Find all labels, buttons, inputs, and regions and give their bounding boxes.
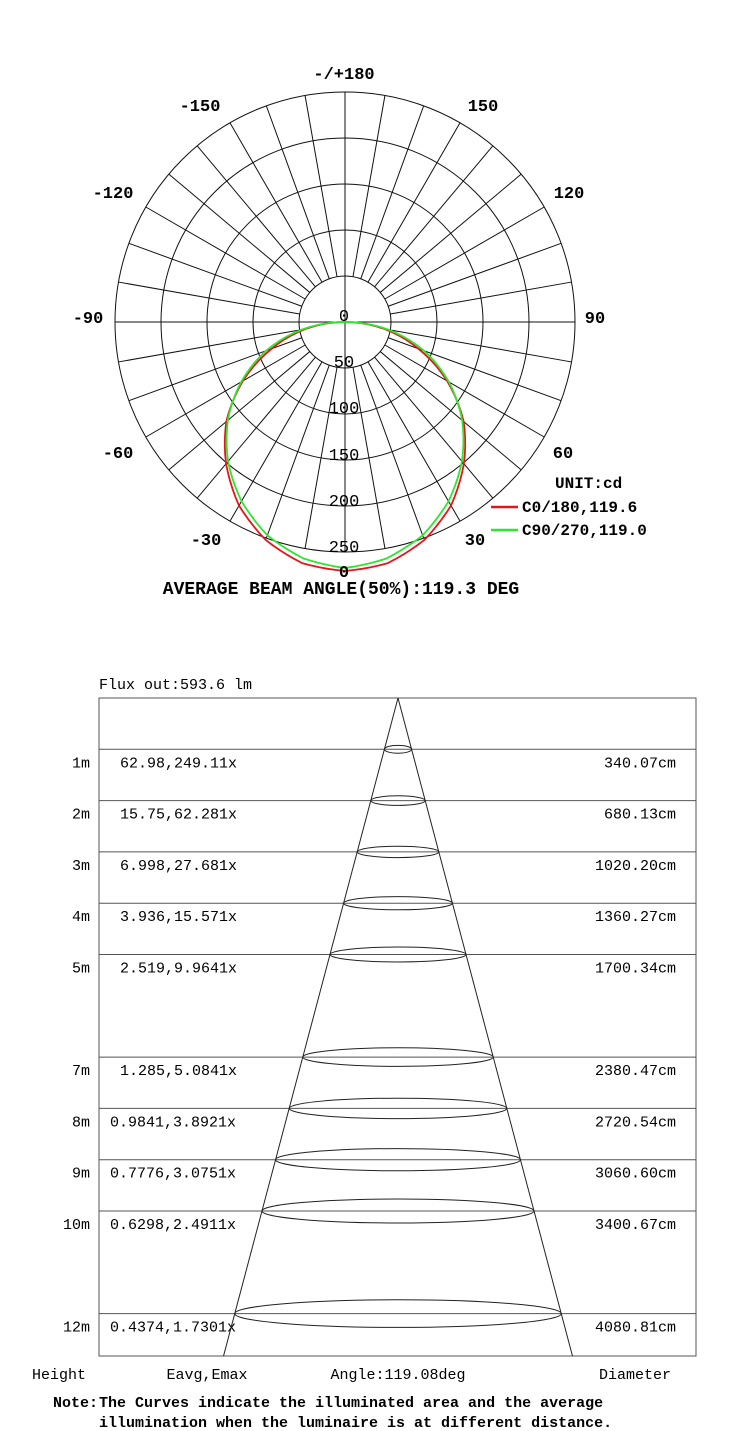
- cone-note: [53, 1395, 612, 1431]
- polar-spoke-300: [146, 207, 305, 299]
- row-diameter: 1360.27cm: [594, 909, 676, 927]
- row-height: 2m: [71, 806, 90, 824]
- polar-spoke-130: [380, 352, 521, 470]
- polar-spoke-290: [129, 243, 302, 306]
- row-height: 12m: [62, 1319, 90, 1337]
- cone-shape: [224, 698, 573, 1356]
- radial-tick-250: 250: [328, 539, 360, 558]
- cone-frame: [99, 698, 696, 1356]
- row-eavg-emax: 2.519,9.9641x: [120, 960, 238, 978]
- cone-rows: [63, 749, 696, 1336]
- angle-label-0: 0: [338, 564, 350, 583]
- beam-angle-caption: AVERAGE BEAM ANGLE(50%):119.3 DEG: [162, 580, 520, 600]
- footer-height-label: Height: [31, 1367, 87, 1384]
- polar-spoke-210: [230, 362, 322, 521]
- row-diameter: 2380.47cm: [594, 1063, 676, 1081]
- row-diameter: 1700.34cm: [594, 960, 676, 978]
- radial-tick-100: 100: [328, 400, 360, 419]
- angle-label-90: 90: [584, 310, 606, 329]
- row-eavg-emax: 15.75,62.281x: [120, 806, 238, 824]
- polar-spoke-140: [375, 357, 493, 498]
- row-diameter: 3060.60cm: [594, 1165, 676, 1183]
- radial-tick-200: 200: [328, 493, 360, 512]
- polar-spoke-60: [385, 207, 544, 299]
- polar-intensity-chart: [0, 0, 750, 620]
- row-height: 10m: [62, 1217, 90, 1234]
- polar-spoke-350: [305, 95, 337, 276]
- polar-legend: [491, 475, 647, 540]
- radial-tick-50: 50: [333, 354, 355, 373]
- polar-spoke-50: [380, 174, 521, 292]
- polar-spoke-20: [361, 106, 424, 279]
- polar-spoke-280: [118, 282, 299, 314]
- angle-label-minus120: -120: [92, 185, 134, 204]
- row-eavg-emax: 0.7776,3.0751x: [110, 1165, 237, 1183]
- cone-edge-right: [398, 698, 572, 1356]
- polar-spoke-310: [169, 174, 310, 292]
- polar-spoke-230: [169, 352, 310, 470]
- row-height: 7m: [71, 1063, 90, 1081]
- row-diameter: 340.07cm: [603, 755, 676, 773]
- polar-spoke-150: [368, 362, 460, 521]
- row-eavg-emax: 6.998,27.681x: [120, 857, 238, 875]
- cone-footer: [32, 1367, 671, 1384]
- polar-spoke-160: [361, 365, 424, 538]
- row-diameter: 1020.20cm: [594, 857, 676, 875]
- row-eavg-emax: 1.285,5.0841x: [120, 1063, 238, 1081]
- polar-spoke-10: [353, 95, 385, 276]
- note-line-2: illumination when the luminaire is at different distance.: [99, 1415, 613, 1431]
- radial-tick-0: 0: [338, 308, 350, 327]
- polar-spoke-30: [368, 123, 460, 282]
- legend-label-c0: C0/180,119.6: [522, 499, 638, 517]
- polar-spoke-340: [266, 106, 329, 279]
- polar-radial-ticks: [329, 308, 360, 558]
- angle-label-180: -/+180: [313, 66, 375, 85]
- row-height: 3m: [71, 857, 90, 875]
- footer-angle-label: Angle:119.08deg: [330, 1367, 466, 1384]
- polar-spoke-250: [129, 338, 302, 401]
- footer-eavg-label: Eavg,Emax: [166, 1367, 248, 1384]
- row-height: 1m: [71, 755, 90, 773]
- row-eavg-emax: 62.98,249.11x: [120, 755, 238, 773]
- angle-label-minus150: -150: [179, 98, 221, 117]
- row-height: 4m: [71, 909, 90, 927]
- polar-spoke-200: [266, 365, 329, 538]
- row-diameter: 4080.81cm: [594, 1319, 676, 1337]
- angle-label-60: 60: [552, 445, 574, 464]
- note-line-1: The Curves indicate the illuminated area and the average: [99, 1395, 604, 1412]
- angle-label-minus90: -90: [72, 310, 104, 329]
- angle-label-minus30: -30: [190, 532, 222, 551]
- legend-label-c90: C90/270,119.0: [522, 522, 647, 540]
- polar-spoke-80: [390, 282, 571, 314]
- radial-tick-150: 150: [328, 447, 360, 466]
- polar-spoke-110: [388, 338, 561, 401]
- flux-out-label: Flux out:593.6 lm: [99, 677, 253, 694]
- row-height: 5m: [71, 960, 90, 978]
- row-eavg-emax: 0.9841,3.8921x: [110, 1114, 237, 1132]
- polar-spoke-40: [375, 146, 493, 287]
- illuminance-cone-chart: [0, 660, 750, 1431]
- row-diameter: 680.13cm: [603, 806, 676, 824]
- polar-spoke-320: [197, 146, 315, 287]
- row-diameter: 3400.67cm: [594, 1217, 676, 1234]
- row-eavg-emax: 3.936,15.571x: [120, 909, 238, 927]
- row-eavg-emax: 0.6298,2.4911x: [110, 1217, 237, 1234]
- polar-spoke-70: [388, 243, 561, 306]
- row-eavg-emax: 0.4374,1.7301x: [110, 1319, 237, 1337]
- angle-label-150: 150: [467, 98, 499, 117]
- angle-label-120: 120: [553, 185, 585, 204]
- angle-label-30: 30: [464, 532, 486, 551]
- footer-diameter-label: Diameter: [598, 1367, 672, 1384]
- note-label: Note:: [52, 1395, 98, 1412]
- polar-spoke-220: [197, 357, 315, 498]
- legend-unit: UNIT:cd: [555, 475, 623, 493]
- row-height: 9m: [71, 1165, 90, 1183]
- polar-spoke-330: [230, 123, 322, 282]
- row-diameter: 2720.54cm: [594, 1114, 676, 1132]
- cone-edge-left: [224, 698, 398, 1356]
- angle-label-minus60: -60: [102, 445, 134, 464]
- row-height: 8m: [71, 1114, 90, 1132]
